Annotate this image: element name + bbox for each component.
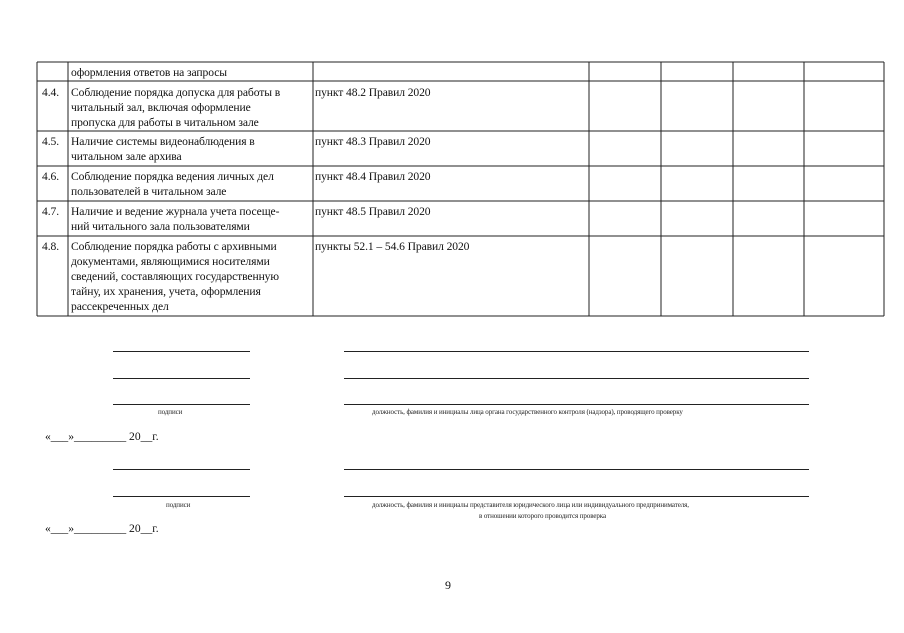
signature-line [113,351,250,352]
signature-line [113,404,250,405]
date-field-2: «___»_________ 20__г. [45,522,159,535]
requirement-4-8: Соблюдение порядка работы с архивными документами, являющимися носителями сведений, составляющих государственную тайну, их хранения, учета, оформления рассекреченных дел [71,240,279,313]
position-caption-2-line2: в отношении которого проводится проверка [479,512,606,520]
requirement-4-4: Соблюдение порядка допуска для работы в читальный зал, включая оформление пропуска для работы в читальном зале [71,86,281,129]
position-line [344,496,809,497]
signatures-caption-2: подписи [166,501,191,509]
row-number-4-7: 4.7. [42,205,59,218]
page-number: 9 [445,578,451,592]
reference-4-7: пункт 48.5 Правил 2020 [315,205,431,218]
requirement-4-6: Соблюдение порядка ведения личных дел пользователей в читальном зале [71,170,274,198]
position-caption-2-line1: должность, фамилия и инициалы представителя юридического лица или индивидуального предпринимателя, [372,501,689,509]
row-number-4-5: 4.5. [42,135,59,148]
row-number-4-6: 4.6. [42,170,59,183]
signature-line [113,378,250,379]
signatures-caption-1: подписи [158,408,183,416]
row-number-4-8: 4.8. [42,240,59,253]
position-caption-1: должность, фамилия и инициалы лица органа государственного контроля (надзора), проводящего проверку [372,408,683,416]
reference-4-8: пункты 52.1 – 54.6 Правил 2020 [315,240,470,253]
position-line [344,469,809,470]
reference-4-5: пункт 48.3 Правил 2020 [315,135,431,148]
date-field-1: «___»_________ 20__г. [45,430,159,443]
position-line [344,378,809,379]
reference-4-6: пункт 48.4 Правил 2020 [315,170,431,183]
requirement-4-5: Наличие системы видеонаблюдения в читальном зале архива [71,135,255,163]
signature-line [113,469,250,470]
signature-line [113,496,250,497]
position-line [344,404,809,405]
row-number-4-4: 4.4. [42,86,59,99]
reference-4-4: пункт 48.2 Правил 2020 [315,86,431,99]
table-row-continuation-requirement: оформления ответов на запросы [71,66,227,79]
position-line [344,351,809,352]
requirement-4-7: Наличие и ведение журнала учета посеще- ний читального зала пользователями [71,205,280,233]
